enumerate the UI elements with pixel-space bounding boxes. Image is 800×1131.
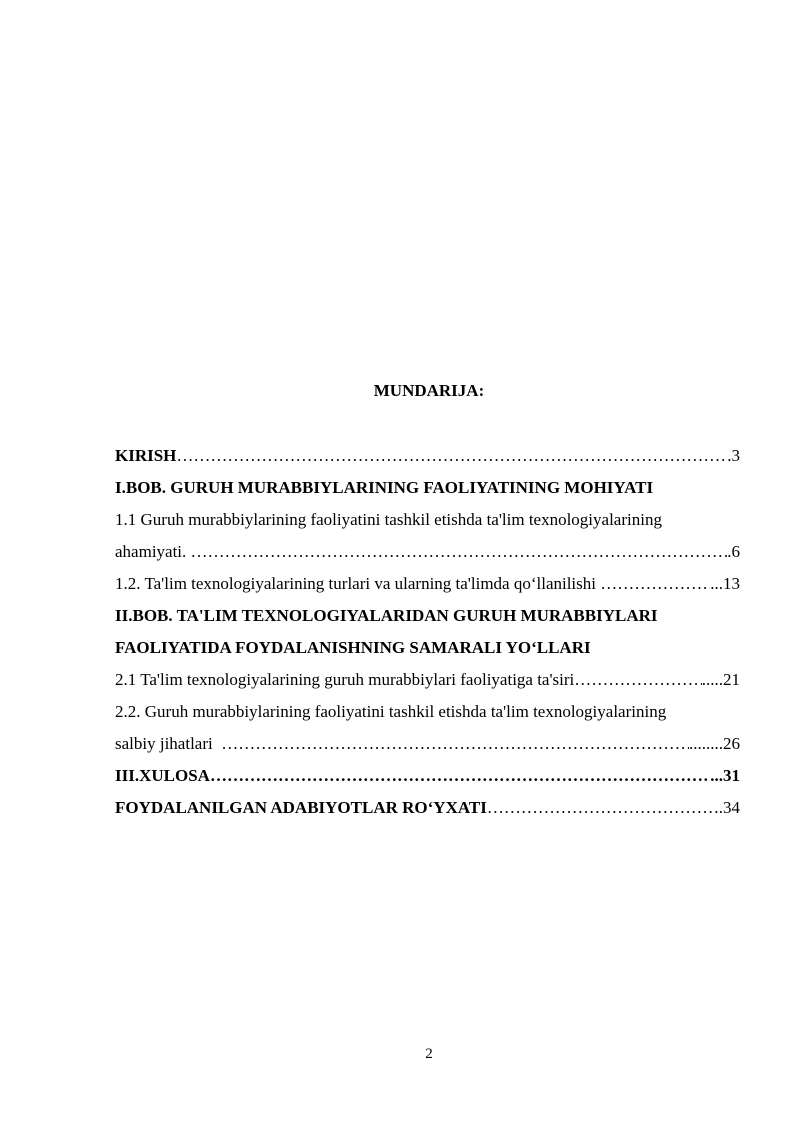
toc-entry-section-2-2[interactable] [115,701,740,733]
toc-page-number: .3 [727,446,740,465]
toc-page-number: ...31 [710,766,740,785]
toc-entry-chapter-2[interactable] [115,605,740,637]
toc-entry-text: 1.2. Ta'lim texnologiyalarining turlari va ularning ta'limda qo‘llanilishi [115,574,601,593]
toc-page-number: .....21 [701,670,740,689]
toc-leader-dots [210,765,710,787]
toc-page-number: .34 [718,798,740,817]
toc-entry-section-1-1-cont[interactable] [115,541,740,573]
toc-entry-text: 1.1 Guruh murabbiylarining faoliyatini tashkil etishda ta'lim texnologiyalarining [115,510,662,529]
toc-entry-xulosa[interactable] [115,765,740,797]
toc-leader-dots [574,669,701,691]
toc-entry-text: salbiy jihatlari [115,734,222,753]
toc-title: MUNDARIJA: [373,381,485,400]
toc-entry-text: ahamiyati. [115,542,191,561]
toc-entry-chapter-2-cont[interactable] [115,637,740,669]
toc-entry-section-2-1[interactable] [115,669,740,701]
toc-leader-dots [176,445,727,467]
toc-entry-text: FAOLIYATIDA FOYDALANISHNING SAMARALI YO‘LLARI [115,638,591,657]
table-of-contents [115,445,740,829]
toc-entry-text: III.XULOSA [115,766,210,785]
toc-leader-dots [487,797,719,819]
toc-entry-section-1-1[interactable] [115,509,740,541]
toc-entry-chapter-1[interactable] [115,477,740,509]
toc-leader-dots [191,541,728,563]
toc-page-number: ........26 [689,734,740,753]
toc-entry-text: FOYDALANILGAN ADABIYOTLAR RO‘YXATI [115,798,487,817]
toc-entry-text: KIRISH [115,446,177,465]
toc-entry-kirish[interactable] [115,445,740,477]
toc-entry-text: II.BOB. TA'LIM TEXNOLOGIYALARIDAN GURUH MURABBIYLARI [115,606,658,625]
toc-page-number: .6 [727,542,740,561]
toc-leader-dots [600,573,710,595]
toc-entry-bibliography[interactable] [115,797,740,829]
page-number: 2 [425,1046,433,1062]
toc-entry-section-1-2[interactable] [115,573,740,605]
toc-page-number: ...13 [710,574,740,593]
toc-entry-text: I.BOB. GURUH MURABBIYLARINING FAOLIYATINING MOHIYATI [115,478,654,497]
toc-entry-text: 2.1 Ta'lim texnologiyalarining guruh murabbiylari faoliyatiga ta'siri [115,670,575,689]
toc-leader-dots [221,733,689,755]
toc-entry-text: 2.2. Guruh murabbiylarining faoliyatini tashkil etishda ta'lim texnologiyalarining [115,702,667,721]
toc-entry-section-2-2-cont[interactable] [115,733,740,765]
